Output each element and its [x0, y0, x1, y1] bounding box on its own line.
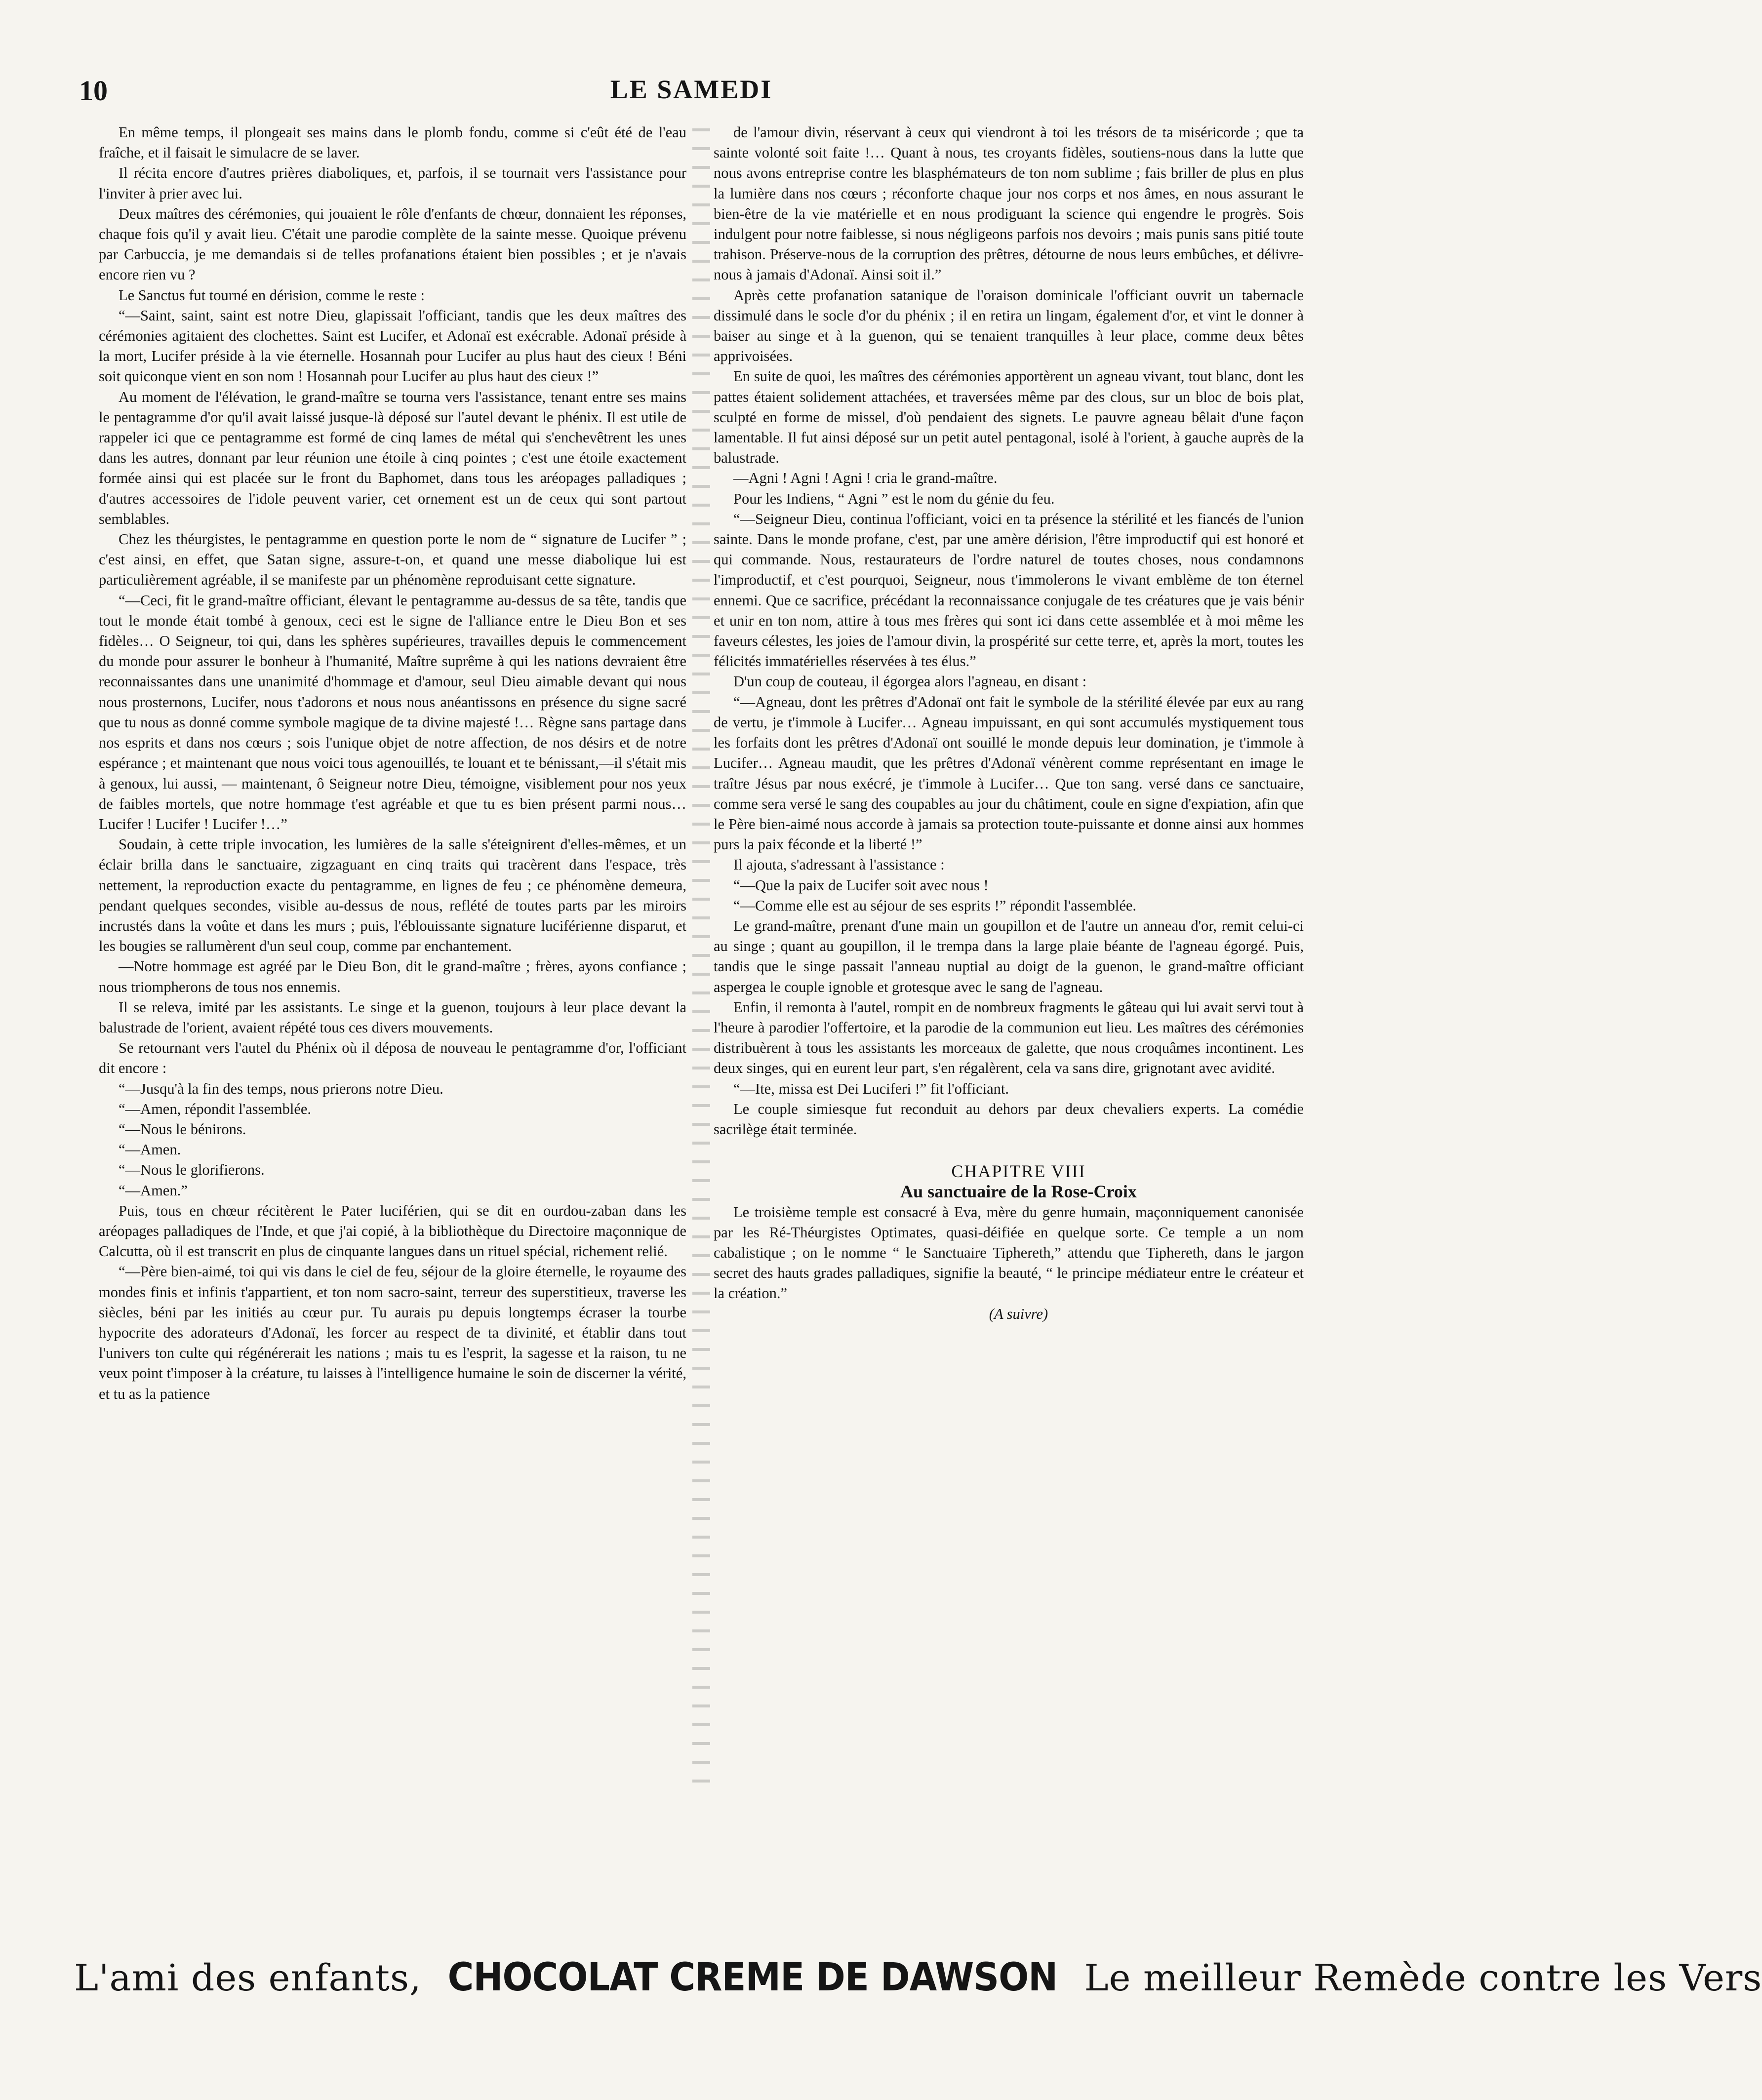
- paragraph: Le couple simiesque fut reconduit au dehors par deux chevaliers experts. La comédie sacrilège était terminée.: [714, 1100, 1304, 1138]
- paragraph: de l'amour divin, réservant à ceux qui viendront à toi les trésors de ta miséricorde ; que ta sainte volonté soit faite !… Quant à nous, tes croyants fidèles, soutiens-nous dans la lutte que nous avons entreprise contre les blasphémateurs de ton nom sublime ; fais briller de plus en plus la lumière dans nos cœurs ; réconforte chaque jour nos corps et nos âmes, en nous assurant le bien-être de la vie matérielle et en nous prodiguant la science qui engendre le progrès. Sois indulgent pour notre faiblesse, si nous négligeons parfois nos devoirs ; mais punis sans pitié toute trahison. Préserve-nous de la corruption des prêtres, détourne de nous leurs embûches, et délivre-nous à jamais d'Adonaï. Ainsi soit il.”: [714, 124, 1304, 283]
- chapter-block: [714, 1161, 1304, 1202]
- paragraph: Chez les théurgistes, le pentagramme en question porte le nom de “ signature de Lucifer ” ; c'est ainsi, en effet, que Satan signe, assure-t-on, et quand une messe diabolique lui est particulièrement agréable, il se manifeste par un phénomène reproduisant cette signature.: [99, 531, 686, 589]
- journal-title: LE SAMEDI: [610, 75, 773, 104]
- paragraph: “—Ceci, fit le grand-maître officiant, élevant le pentagramme au-dessus de sa tête, tandis que tout le monde était tombé à genoux, ceci est le signe de l'alliance entre le Dieu Bon et ses fidèles… O Seigneur, toi qui, dans les sphères supérieures, travailles depuis le commencement du monde pour assurer le bonheur à l'humanité, Maître suprême à qui les nations devraient être reconnaissantes dans une unanimité d'hommage et d'amour, seul Dieu aimable devant qui nous nous prosternons, Lucifer, nous t'adorons et nous nous anéantissons en présence du signe sacré que tu nous as donné comme symbole magique de ta divine majesté !… Règne sans partage dans nos esprits et dans nos cœurs ; sois l'unique objet de notre affection, de nos désirs et de notre espérance ; et maintenant que nous voici tous agenouillés, te louant et te bénissant,—il s'était mis à genoux, lui aussi, — maintenant, ô Seigneur notre Dieu, témoigne, visiblement pour nos yeux de faibles mortels, que notre hommage t'est agréable et que tu es bien présent parmi nous… Lucifer ! Lucifer ! Lucifer !…”: [99, 592, 686, 832]
- paragraph: —Agni ! Agni ! Agni ! cria le grand-maître.: [733, 470, 998, 487]
- paragraph: Il récita encore d'autres prières diaboliques, et, parfois, il se tournait vers l'assistance pour l'inviter à prier avec lui.: [99, 164, 686, 202]
- paragraph: Soudain, à cette triple invocation, les lumières de la salle s'éteignirent d'elles-mêmes, et un éclair brilla dans le sanctuaire, zigzaguant en cinq traits qui tracèrent dans l'espace, très nettement, la reproduction exacte du pentagramme, en lignes de feu ; ce phénomène demeura, pendant quelques secondes, visible au-dessus de nous, reflété de toutes parts par les miroirs incrustés dans la voûte et dans les murs ; puis, l'éblouissante signature luciférienne disparut, et les bougies se rallumèrent d'un seul coup, comme par enchantement.: [99, 836, 686, 955]
- right-column-paragraphs: [714, 122, 1304, 1140]
- column-gutter-marks: [692, 128, 710, 1787]
- to-be-continued: (A suivre): [989, 1305, 1048, 1322]
- paragraph: “—Amen.”: [119, 1182, 188, 1199]
- paragraph: En même temps, il plongeait ses mains dans le plomb fondu, comme si c'eût été de l'eau fraîche, et il faisait le simulacre de se laver.: [99, 124, 686, 161]
- chapter-paragraphs: [714, 1202, 1304, 1304]
- advertisement-banner: [74, 1955, 1762, 2015]
- paragraph: “—Saint, saint, saint est notre Dieu, glapissait l'officiant, tandis que les deux maîtres des cérémonies agitaient des clochettes. Saint est Lucifer, et Adonaï est exécrable. Adonaï préside à la mort, Lucifer préside à la vie éternelle. Hosannah pour Lucifer au plus haut des cieux ! Béni soit quiconque vient en son nom ! Hosannah pour Lucifer au plus haut des cieux !”: [99, 307, 686, 385]
- paragraph: D'un coup de couteau, il égorgea alors l'agneau, en disant :: [733, 673, 1087, 690]
- left-text-column: [99, 122, 686, 1404]
- paragraph: Il ajouta, s'adressant à l'assistance :: [733, 856, 945, 873]
- paragraph: “—Ite, missa est Dei Luciferi !” fit l'officiant.: [733, 1080, 1009, 1097]
- paragraph: “—Agneau, dont les prêtres d'Adonaï ont fait le symbole de la stérilité élevée par eux au rang de vertu, je t'immole à Lucifer… Agneau impuissant, en qui sont accumulés mystiquement tous les forfaits dont les prêtres d'Adonaï ont souillé le monde depuis leur domination, je t'immole à Lucifer… Agneau maudit, que les prêtres d'Adonaï vénèrent comme représentant en image le traître Jésus par nous exécré, je t'immole à Lucifer… Que ton sang. versé dans ce sanctuaire, comme sera versé le sang des coupables au jour du châtiment, coule en signe d'expiation, afin que le Père bien-aimé nous accorde à jamais sa protection toute-puissante et donne ainsi aux hommes purs la paix féconde et la liberté !”: [714, 693, 1304, 853]
- paragraph: Le Sanctus fut tourné en dérision, comme le reste :: [119, 286, 425, 304]
- paragraph: Au moment de l'élévation, le grand-maître se tourna vers l'assistance, tenant entre ses mains le pentagramme d'or qu'il avait laissé jusque-là déposé sur l'autel devant le phénix. Il est utile de rappeler ici que ce pentagramme est formé de cinq lames de métal qui s'enchevêtrent les unes dans les autres, donnant par leur réunion une étoile à cinq pointes ; c'est une étoile exactement formée ainsi qui est placée sur le front du Baphomet, dans tous les aréopages palladiques ; d'autres accessoires de l'idole peuvent varier, cet ornement est un de ceux qui sont partout semblables.: [99, 388, 686, 527]
- paragraph: “—Père bien-aimé, toi qui vis dans le ciel de feu, séjour de la gloire éternelle, le royaume des mondes finis et infinis t'appartient, et ton nom sacro-saint, terreur des superstitieux, traverse les siècles, béni par les initiés au cœur pur. Tu aurais pu depuis longtemps écraser la tourbe hypocrite des adorateurs d'Adonaï, les forcer au respect de ta divinité, et établir dans tout l'univers ton culte qui régénérerait les nations ; mais tu es l'esprit, la sagesse et la raison, tu ne veux point t'imposer à la créature, tu laisses à l'intelligence humaine le soin de discerner la vérité, et tu as la patience: [99, 1263, 686, 1402]
- ad-brand-name: CHOCOLAT CREME DE DAWSON: [448, 1955, 1058, 2000]
- page-header: [79, 74, 1304, 119]
- paragraph: “—Amen, répondit l'assemblée.: [119, 1100, 312, 1117]
- paragraph: “—Jusqu'à la fin des temps, nous prierons notre Dieu.: [119, 1080, 443, 1097]
- ad-right-text: Le meilleur Remède contre les Vers: [1084, 1957, 1762, 1999]
- paragraph: Enfin, il remonta à l'autel, rompit en de nombreux fragments le gâteau qui lui avait servi tout à l'heure à parodier l'offertoire, et la parodie de la communion eut lieu. Les maîtres des cérémonies distribuèrent à tous les assistants les morceaux de galette, que nous croquâmes incontinent. Les deux singes, qui en eurent leur part, s'en régalèrent, cela va sans dire, grignotant avec avidité.: [714, 998, 1304, 1077]
- chapter-title: Au sanctuaire de la Rose-Croix: [900, 1182, 1137, 1202]
- paragraph: Se retournant vers l'autel du Phénix où il déposa de nouveau le pentagramme d'or, l'officiant dit encore :: [99, 1039, 686, 1077]
- paragraph: En suite de quoi, les maîtres des cérémonies apportèrent un agneau vivant, tout blanc, dont les pattes étaient solidement attachées, et traversées même par des clous, sur un bloc de bois plat, sculpté en forme de missel, d'où pendaient des signets. Le pauvre agneau bêlait d'une façon lamentable. Il fut ainsi déposé sur un petit autel pentagonal, isolé à l'orient, à gauche auprès de la balustrade.: [714, 368, 1304, 467]
- paragraph: Pour les Indiens, “ Agni ” est le nom du génie du feu.: [733, 490, 1055, 507]
- ad-left-text: L'ami des enfants,: [74, 1957, 422, 1999]
- paragraph: Le grand-maître, prenant d'une main un goupillon et de l'autre un anneau d'or, remit celui-ci au singe ; quant au goupillon, il le trempa dans la large plaie béante de l'agneau égorgé. Puis, tandis que le singe passait l'anneau nuptial au doigt de la guenon, le grand-maître officiant aspergea le couple ignoble et grotesque avec le sang de l'agneau.: [714, 917, 1304, 995]
- paragraph: Puis, tous en chœur récitèrent le Pater luciférien, qui se dit en ourdou-zaban dans les aréopages palladiques de l'Inde, et que j'ai copié, à la bibliothèque du Directoire maçonnique de Calcutta, où il est transcrit en plus de cinquante langues dans un rituel spécial, richement relié.: [99, 1202, 686, 1260]
- page-number: 10: [79, 75, 108, 107]
- paragraph: “—Nous le glorifierons.: [119, 1161, 265, 1179]
- right-text-column: [714, 122, 1304, 1324]
- paragraph: “—Comme elle est au séjour de ses esprits !” répondit l'assemblée.: [733, 897, 1137, 914]
- paragraph: “—Amen.: [119, 1141, 181, 1158]
- paragraph: Il se releva, imité par les assistants. Le singe et la guenon, toujours à leur place devant la balustrade de l'orient, avaient répété tous ces divers mouvements.: [99, 998, 686, 1036]
- paragraph: Le troisième temple est consacré à Eva, mère du genre humain, maçonniquement canonisée par les Ré-Théurgistes Optimates, quasi-déifiée en quelque sorte. Ce temple a un nom cabalistique ; on le nomme “ le Sanctuaire Tiphereth,” attendu que Tiphereth, dans le jargon secret des hauts grades palladiques, signifie la beauté, “ le principe médiateur entre le créateur et la création.”: [714, 1203, 1304, 1302]
- paragraph: “—Nous le bénirons.: [119, 1120, 246, 1138]
- paragraph: “—Seigneur Dieu, continua l'officiant, voici en ta présence la stérilité et les fiancés de l'union sainte. Dans le monde profane, c'est, par une amère dérision, l'être improductif qui est honoré et qui commande. Nous, restaurateurs de l'ordre naturel de toutes choses, nous condamnons l'improductif, et c'est pourquoi, Seigneur, nous t'immolerons le vivant emblème de ton éternel ennemi. Que ce sacrifice, précédant la reconnaissance conjugale de tes créatures que je vais bénir et unir en ton nom, attire à tous mes frères qui sont ici dans cette assemblée et à moi même les faveurs célestes, les joies de l'amour divin, la prospérité sur cette terre, et, après la mort, toutes les félicités immatérielles réservées à tes élus.”: [714, 510, 1304, 670]
- paragraph: —Notre hommage est agréé par le Dieu Bon, dit le grand-maître ; frères, ayons confiance ; nous triompherons de tous nos ennemis.: [99, 958, 686, 995]
- chapter-number: CHAPITRE VIII: [951, 1161, 1086, 1182]
- paragraph: Deux maîtres des cérémonies, qui jouaient le rôle d'enfants de chœur, donnaient les réponses, chaque fois qu'il y avait lieu. C'était une parodie complète de la sainte messe. Quoique prévenu par Carbuccia, je me demandais si de telles profanations étaient bien possibles ; et je n'avais encore rien vu ?: [99, 205, 686, 283]
- paragraph: “—Que la paix de Lucifer soit avec nous !: [733, 876, 989, 894]
- paragraph: Après cette profanation satanique de l'oraison dominicale l'officiant ouvrit un tabernacle dissimulé dans le socle d'or du phénix ; il en retira un lingam, également d'or, et vint le donner à baiser au singe et à la guenon, qui se tenaient tranquilles à leur place, comme deux bêtes apprivoisées.: [714, 286, 1304, 365]
